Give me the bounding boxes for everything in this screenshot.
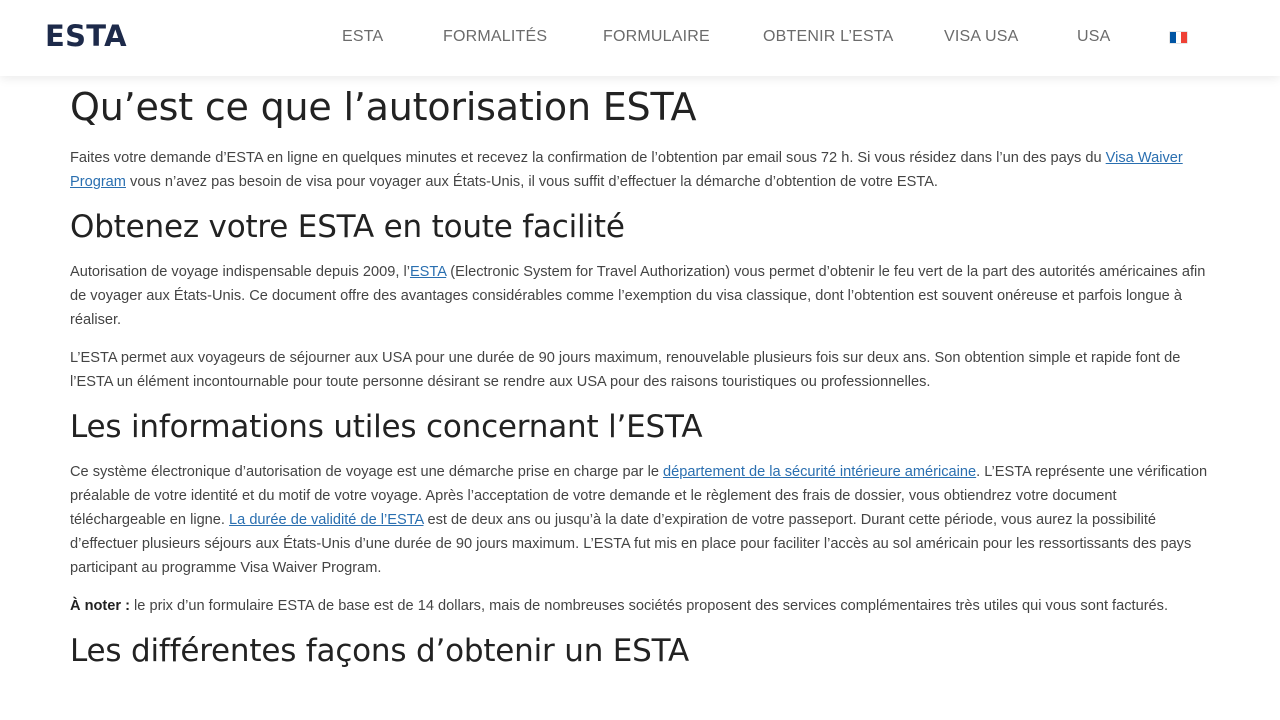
duree-validite-link[interactable]: La durée de validité de l’ESTA (229, 512, 424, 528)
nav-item-obtenir-esta[interactable]: OBTENIR L’ESTA (763, 28, 894, 45)
paragraph-systeme (70, 460, 1210, 580)
paragraph-note (70, 594, 1210, 618)
text-span: vous n’avez pas besoin de visa pour voyager aux États-Unis, il vous suffit d’effectuer la démarche d’obtention de votre ESTA. (125, 174, 938, 190)
paragraph-autorisation (70, 260, 1210, 332)
section-heading-facons: Les différentes façons d’obtenir un ESTA (70, 633, 689, 669)
main-content (70, 84, 1210, 684)
text-span: . L’ESTA représente une vérification préalable de votre identité et du motif de votre voyage. Après l’acceptation de votre demande et le règlement des frais de dossier, vous obtiendrez votre document téléchargeable en ligne. (70, 464, 1208, 528)
esta-link[interactable]: ESTA (409, 264, 447, 280)
section-heading-informations: Les informations utiles concernant l’ESTA (70, 409, 703, 445)
site-header (0, 0, 1280, 76)
section-heading-facilite: Obtenez votre ESTA en toute facilité (70, 209, 625, 245)
text-span: Faites votre demande d’ESTA en ligne en quelques minutes et recevez la confirmation de l’obtention par email sous 72 h. Si vous résidez dans l’un des pays du (70, 150, 1106, 166)
nav-item-formulaire[interactable]: FORMULAIRE (603, 28, 710, 45)
text-span: le prix d’un formulaire ESTA de base est de 14 dollars, mais de nombreuses sociétés proposent des services complémentaires très utiles qui vous sont facturés. (130, 598, 1169, 614)
text-span: est de deux ans ou jusqu’à la date d’expiration de votre passeport. Durant cette période, vous aurez la possibilité d’effectuer plusieurs séjours aux États-Unis d’une durée de 90 jours maximum. L’ESTA fut mis en place pour faciliter l’accès au sol américain pour les ressortissants des pays participant au programme Visa Waiver Program. (70, 512, 1192, 576)
flag-band-red (1181, 32, 1187, 43)
paragraph-duree: L’ESTA permet aux voyageurs de séjourner aux USA pour une durée de 90 jours maximum, renouvelable plusieurs fois sur deux ans. Son obtention simple et rapide font de l’ESTA un élément incontournable pour toute personne désirant se rendre aux USA pour des raisons touristiques ou professionnelles. (70, 350, 1181, 390)
nav-item-usa[interactable]: USA (1077, 28, 1111, 45)
departement-securite-link[interactable]: département de la sécurité intérieure américaine (663, 464, 977, 480)
nav-item-formalites[interactable]: FORMALITÉS (443, 28, 548, 45)
intro-paragraph (70, 146, 1210, 194)
text-span: Autorisation de voyage indispensable depuis 2009, l’ (70, 264, 410, 280)
page-title: Qu’est ce que l’autorisation ESTA (70, 85, 697, 129)
text-span: Ce système électronique d’autorisation de voyage est une démarche prise en charge par le (70, 464, 664, 480)
visa-waiver-program-link[interactable]: Visa Waiver Program (70, 150, 1183, 190)
french-flag-icon[interactable] (1170, 32, 1187, 43)
note-label: À noter : (70, 598, 130, 614)
nav-item-esta[interactable]: ESTA (342, 28, 384, 45)
text-span: (Electronic System for Travel Authorization) vous permet d’obtenir le feu vert de la part des autorités américaines afin de voyager aux États-Unis. Ce document offre des avantages considérables comme l’exemption du visa classique, dont l’obtention est souvent onéreuse et parfois longue à réaliser. (70, 264, 1206, 328)
nav-item-visa-usa[interactable]: VISA USA (944, 28, 1019, 45)
site-logo[interactable]: ESTA (45, 19, 127, 53)
